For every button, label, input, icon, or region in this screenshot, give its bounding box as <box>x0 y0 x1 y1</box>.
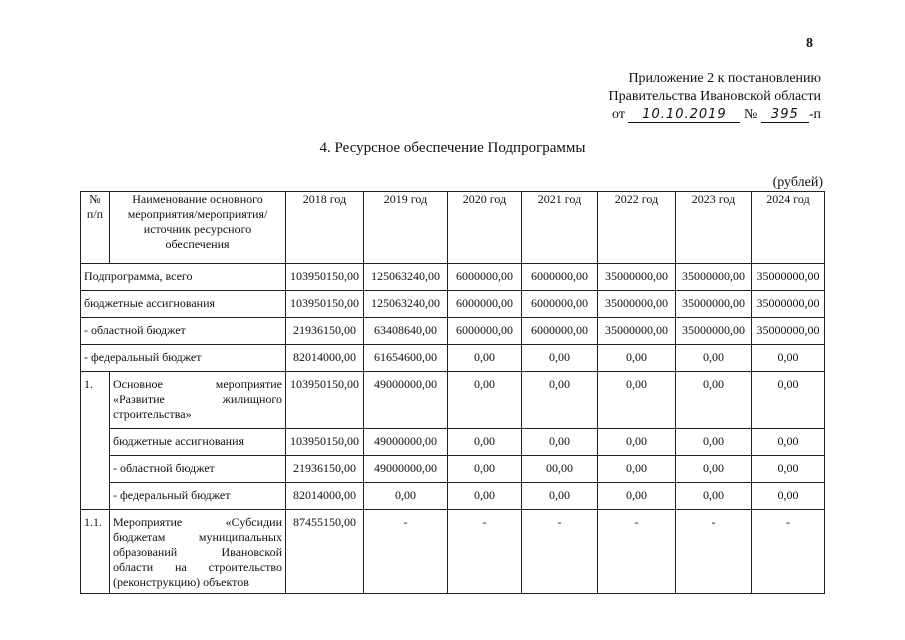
cell-value: 0,00 <box>676 456 752 483</box>
number-suffix: -п <box>808 107 821 122</box>
table-row <box>81 318 825 345</box>
cell-value: 0,00 <box>522 372 598 429</box>
appendix-line-3 <box>609 106 821 124</box>
cell-value: 0,00 <box>598 372 676 429</box>
cell-value: - <box>448 510 522 594</box>
table-row <box>81 456 825 483</box>
cell-value: 0,00 <box>676 483 752 510</box>
cell-value: 0,00 <box>448 429 522 456</box>
row-label: - областной бюджет <box>110 456 286 483</box>
header-year: 2024 год <box>752 192 825 264</box>
cell-value: 0,00 <box>676 429 752 456</box>
cell-value: 6000000,00 <box>448 291 522 318</box>
cell-value: 103950150,00 <box>286 264 364 291</box>
cell-value: 0,00 <box>522 429 598 456</box>
cell-value: 6000000,00 <box>448 264 522 291</box>
appendix-header <box>609 70 821 124</box>
cell-value: 82014000,00 <box>286 483 364 510</box>
cell-value: 49000000,00 <box>364 456 448 483</box>
cell-value: 63408640,00 <box>364 318 448 345</box>
cell-value: - <box>522 510 598 594</box>
cell-value: 6000000,00 <box>522 318 598 345</box>
cell-value: 0,00 <box>752 372 825 429</box>
cell-value: 61654600,00 <box>364 345 448 372</box>
cell-value: 103950150,00 <box>286 372 364 429</box>
cell-value: 0,00 <box>522 345 598 372</box>
cell-value: 35000000,00 <box>598 264 676 291</box>
cell-value: 0,00 <box>676 345 752 372</box>
row-label: бюджетные ассигнования <box>110 429 286 456</box>
cell-value: 0,00 <box>598 456 676 483</box>
cell-value: 35000000,00 <box>676 291 752 318</box>
header-year: 2022 год <box>598 192 676 264</box>
row-label: Подпрограмма, всего <box>81 264 286 291</box>
units-label: (рублей) <box>772 175 823 190</box>
cell-value: 0,00 <box>598 429 676 456</box>
cell-value: 82014000,00 <box>286 345 364 372</box>
cell-value: - <box>676 510 752 594</box>
section-title: 4. Ресурсное обеспечение Подпрограммы <box>319 140 586 156</box>
cell-value: 35000000,00 <box>676 318 752 345</box>
header-year: 2021 год <box>522 192 598 264</box>
cell-value: 00,00 <box>522 456 598 483</box>
cell-value: 0,00 <box>752 483 825 510</box>
table-row <box>81 429 825 456</box>
cell-value: 103950150,00 <box>286 429 364 456</box>
header-num: № п/п <box>81 192 110 264</box>
cell-value: 0,00 <box>598 345 676 372</box>
appendix-line-2: Правительства Ивановской области <box>608 89 821 104</box>
cell-value: 125063240,00 <box>364 291 448 318</box>
header-year: 2023 год <box>676 192 752 264</box>
header-name: Наименование основного мероприятия/мероприятия/ источник ресурсного обеспечения <box>110 192 286 264</box>
cell-value: 0,00 <box>598 483 676 510</box>
cell-value: 0,00 <box>448 345 522 372</box>
cell-value: 35000000,00 <box>752 318 825 345</box>
header-year: 2020 год <box>448 192 522 264</box>
cell-value: 0,00 <box>448 372 522 429</box>
cell-value: 125063240,00 <box>364 264 448 291</box>
item-name: Мероприятие «Субсидии бюджетам муниципальных образований Ивановской области на строительство (реконструкцию) объектов <box>110 510 286 594</box>
cell-value: 6000000,00 <box>522 264 598 291</box>
cell-value: 35000000,00 <box>752 291 825 318</box>
cell-value: 35000000,00 <box>598 318 676 345</box>
cell-value: 103950150,00 <box>286 291 364 318</box>
cell-value: 35000000,00 <box>598 291 676 318</box>
cell-value: 0,00 <box>448 483 522 510</box>
cell-value: 0,00 <box>364 483 448 510</box>
handwritten-date: 10.10.2019 <box>628 108 740 123</box>
row-label: - федеральный бюджет <box>81 345 286 372</box>
cell-value: - <box>598 510 676 594</box>
page-number: 8 <box>806 36 813 51</box>
resource-table <box>80 191 825 594</box>
cell-value: 35000000,00 <box>676 264 752 291</box>
cell-value: 0,00 <box>752 429 825 456</box>
cell-value: 87455150,00 <box>286 510 364 594</box>
cell-value: 21936150,00 <box>286 456 364 483</box>
cell-value: 0,00 <box>676 372 752 429</box>
number-label: № <box>743 107 758 122</box>
cell-value: 6000000,00 <box>448 318 522 345</box>
header-year: 2018 год <box>286 192 364 264</box>
cell-value: - <box>364 510 448 594</box>
header-row <box>81 192 825 264</box>
table-row <box>81 264 825 291</box>
table-row <box>81 510 825 594</box>
row-label: бюджетные ассигнования <box>81 291 286 318</box>
row-label: - областной бюджет <box>81 318 286 345</box>
cell-value: 0,00 <box>752 456 825 483</box>
table-row <box>81 345 825 372</box>
cell-value: 0,00 <box>522 483 598 510</box>
cell-value: 0,00 <box>752 345 825 372</box>
cell-value: 49000000,00 <box>364 372 448 429</box>
row-label: - федеральный бюджет <box>110 483 286 510</box>
cell-value: - <box>752 510 825 594</box>
cell-value: 6000000,00 <box>522 291 598 318</box>
table-row <box>81 291 825 318</box>
appendix-line-1: Приложение 2 к постановлению <box>628 71 821 86</box>
cell-value: 49000000,00 <box>364 429 448 456</box>
from-label: от <box>612 107 625 122</box>
item-name: Основное мероприятие «Развитие жилищного строительства» <box>110 372 286 429</box>
cell-value: 35000000,00 <box>752 264 825 291</box>
item-number: 1.1. <box>81 510 110 594</box>
table-row <box>81 372 825 429</box>
header-year: 2019 год <box>364 192 448 264</box>
cell-value: 0,00 <box>448 456 522 483</box>
cell-value: 21936150,00 <box>286 318 364 345</box>
item-number: 1. <box>81 372 110 510</box>
handwritten-number: 395 <box>761 108 809 123</box>
table-row <box>81 483 825 510</box>
